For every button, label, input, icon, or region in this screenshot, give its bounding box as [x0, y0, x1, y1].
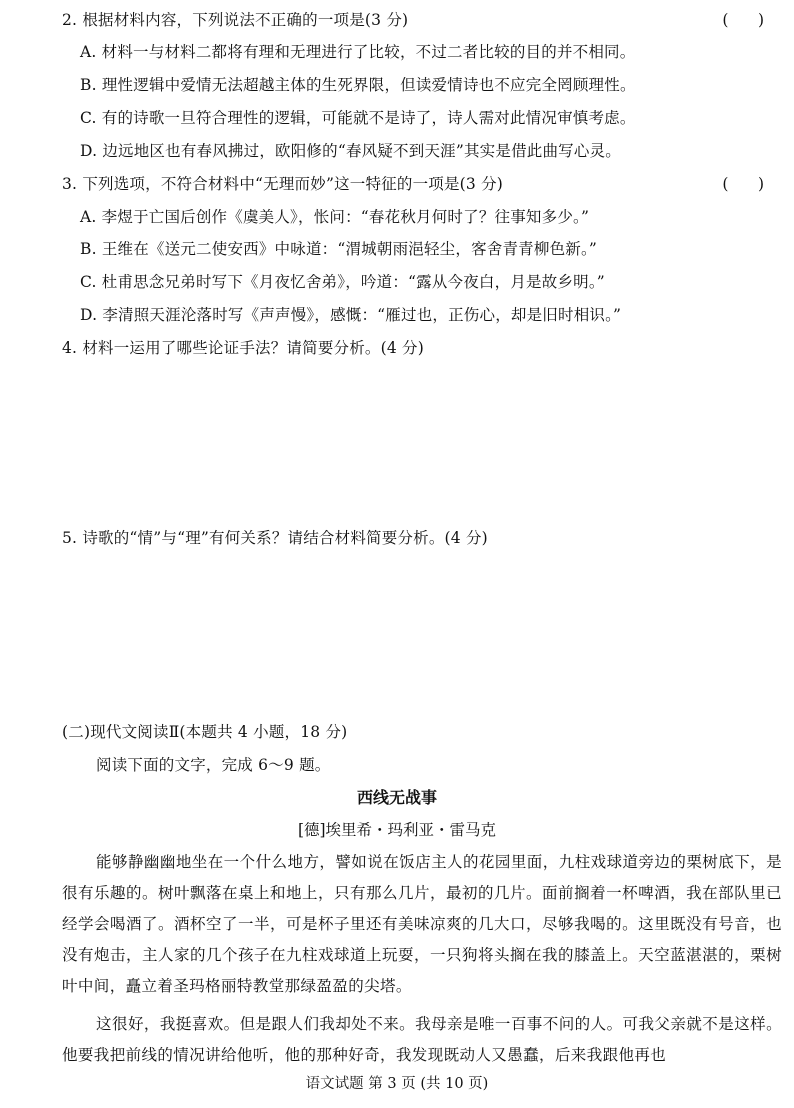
question-2-option-b: B. 理性逻辑中爱情无法超越主体的生死界限，但读爱情诗也不应完全罔顾理性。 [80, 76, 636, 94]
question-2-stem: 2. 根据材料内容，下列说法不正确的一项是(3 分) [62, 11, 409, 29]
section-instruction: 阅读下面的文字，完成 6～9 题。 [96, 756, 331, 774]
article-paragraph-2: 这很好，我挺喜欢。但是跟人们我却处不来。我母亲是唯一百事不问的人。可我父亲就不是这样。他要我把前线的情况讲给他听，他的那种好奇，我发现既动人又愚蠢，后来我跟他再也 [62, 1015, 782, 1064]
question-3-option-a: A. 李煜于亡国后创作《虞美人》，怅问：“春花秋月何时了？往事知多少。” [80, 208, 590, 226]
question-3-option-c: C. 杜甫思念兄弟时写下《月夜忆舍弟》，吟道：“露从今夜白，月是故乡明。” [80, 273, 605, 291]
question-2-option-c: C. 有的诗歌一旦符合理性的逻辑，可能就不是诗了，诗人需对此情况审慎考虑。 [80, 109, 636, 127]
question-3-option-b: B. 王维在《送元二使安西》中咏道：“渭城朝雨浥轻尘，客舍青青柳色新。” [80, 240, 598, 258]
question-2-option-a: A. 材料一与材料二都将有理和无理进行了比较，不过二者比较的目的并不相同。 [80, 43, 636, 61]
question-3-stem: 3. 下列选项，不符合材料中“无理而妙”这一特征的一项是(3 分) [62, 175, 504, 193]
question-3-answer-paren: ( ) [722, 175, 764, 193]
article-paragraph-1: 能够静幽幽地坐在一个什么地方，譬如说在饭店主人的花园里面，九柱戏球道旁边的栗树底下，是很有乐趣的。树叶飘落在桌上和地上，只有那么几片，最初的几片。面前搁着一杯啤酒，我在部队里已经学会喝酒了。酒杯空了一半，可是杯子里还有美味凉爽的几大口，尽够我喝的。这里既没有号音，也没有炮击，主人家的几个孩子在九柱戏球道上玩耍，一只狗将头搁在我的膝盖上。天空蓝湛湛的，栗树叶中间，矗立着圣玛格丽特教堂那绿盈盈的尖塔。 [62, 853, 782, 995]
question-3-option-d: D. 李清照天涯沦落时写《声声慢》，感慨：“雁过也，正伤心，却是旧时相识。” [80, 306, 622, 324]
page-footer: 语文试题 第 3 页 (共 10 页) [305, 1076, 489, 1092]
section-heading: (二)现代文阅读Ⅱ(本题共 4 小题，18 分) [62, 723, 348, 741]
question-4-stem: 4. 材料一运用了哪些论证手法？请简要分析。(4 分) [62, 339, 424, 357]
article-author: [德]埃里希・玛利亚・雷马克 [297, 821, 497, 839]
question-5-answer-area[interactable] [62, 552, 762, 712]
question-2-answer-paren: ( ) [722, 11, 764, 29]
question-5-stem: 5. 诗歌的“情”与“理”有何关系？请结合材料简要分析。(4 分) [62, 529, 488, 547]
question-4-answer-area[interactable] [62, 362, 762, 522]
article-title: 西线无战事 [356, 788, 437, 807]
question-2-option-d: D. 边远地区也有春风拂过，欧阳修的“春风疑不到天涯”其实是借此曲写心灵。 [80, 142, 621, 160]
